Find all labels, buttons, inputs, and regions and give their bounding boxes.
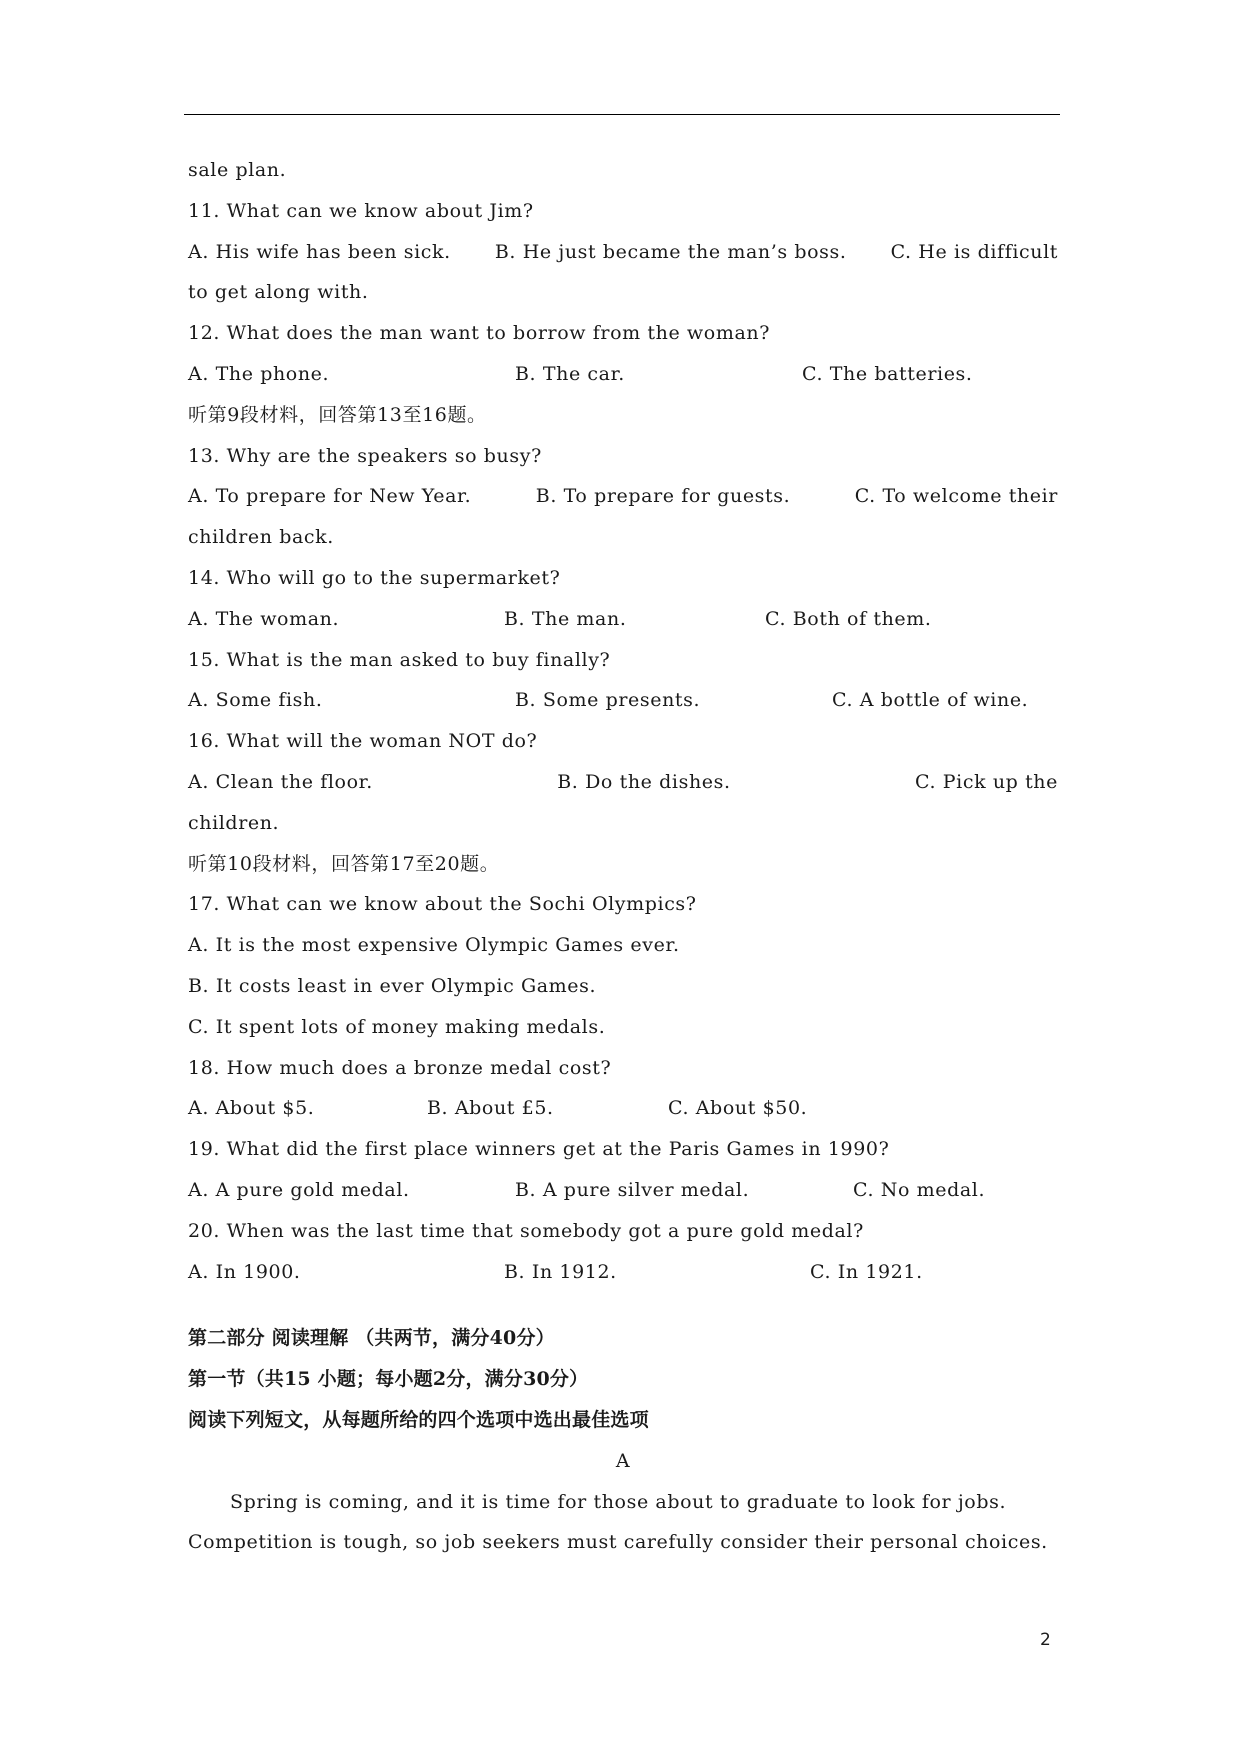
question-20-options bbox=[188, 1252, 1058, 1293]
q16-option-c-continued: children. bbox=[188, 811, 280, 834]
q13-option-a: A. To prepare for New Year. bbox=[188, 485, 472, 508]
question-18-options bbox=[188, 1088, 1058, 1129]
q20-option-c: C. In 1921. bbox=[810, 1260, 923, 1283]
q13-option-c-continued: children back. bbox=[188, 526, 334, 549]
q11-option-c: C. He is difficult bbox=[890, 240, 1058, 263]
question-15-options bbox=[188, 680, 1058, 721]
question-20-stem: 20. When was the last time that somebody got a pure gold medal? bbox=[188, 1219, 864, 1242]
q17-option-b: B. It costs least in ever Olympic Games. bbox=[188, 974, 597, 997]
question-18-stem: 18. How much does a bronze medal cost? bbox=[188, 1056, 612, 1079]
q14-option-a: A. The woman. bbox=[188, 607, 340, 630]
question-17-stem: 17. What can we know about the Sochi Olympics? bbox=[188, 893, 697, 916]
q14-option-b: B. The man. bbox=[504, 607, 627, 630]
section-9-instruction: 听第9段材料，回答第13至16题。 bbox=[188, 403, 487, 426]
q11-option-a: A. His wife has been sick. bbox=[188, 240, 451, 263]
question-16-options bbox=[188, 762, 1058, 803]
question-12-options bbox=[188, 354, 1058, 395]
q13-option-b: B. To prepare for guests. bbox=[535, 485, 791, 508]
q19-option-c: C. No medal. bbox=[853, 1178, 986, 1201]
section-10-instruction: 听第10段材料，回答第17至20题。 bbox=[188, 852, 500, 875]
q15-option-b: B. Some presents. bbox=[515, 689, 701, 712]
q18-option-b: B. About £5. bbox=[427, 1097, 554, 1120]
q14-option-c: C. Both of them. bbox=[765, 607, 932, 630]
question-16-stem: 16. What will the woman NOT do? bbox=[188, 730, 538, 753]
page-number: 2 bbox=[1040, 1630, 1051, 1650]
q11-option-b: B. He just became the man’s boss. bbox=[494, 240, 847, 263]
question-14-options bbox=[188, 599, 1058, 640]
q12-option-a: A. The phone. bbox=[188, 362, 330, 385]
question-19-stem: 19. What did the first place winners get at the Paris Games in 1990? bbox=[188, 1138, 890, 1161]
part-two-title: 第二部分 阅读理解 （共两节，满分40分） bbox=[188, 1327, 555, 1350]
q16-option-c: C. Pick up the bbox=[915, 770, 1058, 793]
question-19-options bbox=[188, 1170, 1058, 1211]
question-15-stem: 15. What is the man asked to buy finally? bbox=[188, 648, 611, 671]
question-11-options bbox=[188, 232, 1058, 273]
q20-option-a: A. In 1900. bbox=[188, 1260, 301, 1283]
q19-option-b: B. A pure silver medal. bbox=[515, 1178, 750, 1201]
header-rule bbox=[184, 114, 1060, 115]
question-13-stem: 13. Why are the speakers so busy? bbox=[188, 444, 542, 467]
q18-option-a: A. About $5. bbox=[188, 1097, 315, 1120]
q12-option-b: B. The car. bbox=[515, 362, 625, 385]
passage-label: A bbox=[615, 1449, 631, 1472]
reading-instruction: 阅读下列短文，从每题所给的四个选项中选出最佳选项 bbox=[188, 1408, 649, 1431]
question-11-stem: 11. What can we know about Jim? bbox=[188, 199, 534, 222]
passage-line-2: Competition is tough, so job seekers must carefully consider their personal choices. bbox=[188, 1531, 1048, 1554]
q17-option-a: A. It is the most expensive Olympic Games ever. bbox=[188, 934, 680, 957]
q20-option-b: B. In 1912. bbox=[504, 1260, 617, 1283]
q11-option-c-continued: to get along with. bbox=[188, 281, 369, 304]
question-12-stem: 12. What does the man want to borrow from the woman? bbox=[188, 322, 770, 345]
carry-over-text: sale plan. bbox=[188, 159, 287, 181]
q15-option-a: A. Some fish. bbox=[188, 689, 323, 712]
q15-option-c: C. A bottle of wine. bbox=[832, 689, 1029, 712]
q13-option-c: C. To welcome their bbox=[854, 485, 1058, 508]
page-content bbox=[188, 150, 1058, 1563]
q17-option-c: C. It spent lots of money making medals. bbox=[188, 1015, 606, 1038]
question-14-stem: 14. Who will go to the supermarket? bbox=[188, 566, 561, 589]
q18-option-c: C. About $50. bbox=[668, 1097, 808, 1120]
passage-line-1: Spring is coming, and it is time for those about to graduate to look for jobs. bbox=[230, 1490, 1007, 1513]
q16-option-a: A. Clean the floor. bbox=[188, 770, 373, 793]
question-13-options bbox=[188, 476, 1058, 517]
section-one-title: 第一节（共15 小题；每小题2分，满分30分） bbox=[188, 1368, 589, 1391]
q12-option-c: C. The batteries. bbox=[802, 362, 973, 385]
q16-option-b: B. Do the dishes. bbox=[557, 770, 731, 793]
q19-option-a: A. A pure gold medal. bbox=[188, 1178, 410, 1201]
